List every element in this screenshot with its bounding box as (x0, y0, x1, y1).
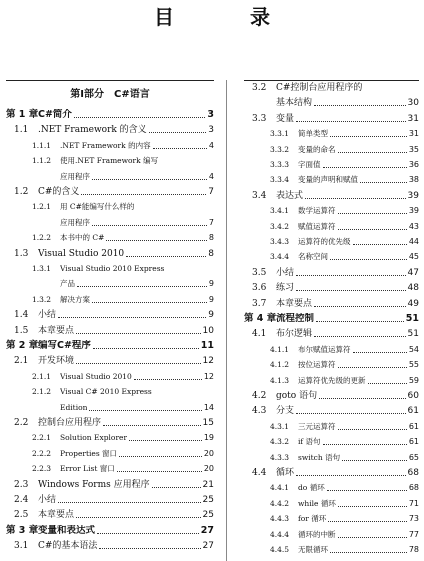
toc-section-entry[interactable] (6, 246, 214, 260)
toc-page-number: 73 (408, 514, 419, 524)
toc-title: Error List 窗口 (60, 464, 115, 474)
toc-subsection-entry[interactable] (244, 234, 419, 248)
toc-number: 2.2 (14, 418, 29, 428)
toc-subsection-entry[interactable] (6, 369, 214, 383)
toc-number: 4.3.1 (270, 421, 290, 431)
toc-title: 运算符优先级的更新 (298, 375, 366, 385)
toc-subsection-entry[interactable] (244, 142, 419, 156)
toc-leader-dots (296, 121, 406, 122)
toc-leader-dots (323, 444, 407, 445)
column-divider (226, 80, 227, 561)
toc-leader-dots (152, 487, 201, 488)
toc-page-number: 10 (202, 325, 214, 336)
toc-subsection-entry[interactable] (244, 542, 419, 556)
toc-section-entry[interactable] (244, 403, 419, 417)
toc-title: goto 语句 (276, 391, 318, 401)
toc-number: 1.4 (14, 310, 29, 321)
toc-page-number: 45 (408, 252, 419, 262)
toc-number: 3.3.1 (270, 129, 290, 139)
toc-page-number: 12 (203, 371, 214, 381)
toc-section-entry[interactable] (244, 465, 419, 479)
toc-leader-dots (92, 225, 207, 226)
toc-leader-dots (76, 333, 201, 334)
toc-title: 按位运算符 (298, 360, 336, 370)
toc-section-entry[interactable] (244, 296, 419, 310)
toc-page-number: 4 (208, 171, 214, 181)
toc-title: Visual Studio 2010 Express (60, 264, 165, 273)
toc-number: 2.1.1 (32, 371, 52, 381)
toc-page-number: 8 (208, 248, 214, 259)
toc-leader-dots (117, 471, 202, 472)
toc-section-entry[interactable] (244, 280, 419, 294)
toc-number: 3.4.4 (270, 252, 290, 262)
toc-leader-dots (323, 167, 407, 168)
toc-section-entry[interactable] (6, 323, 214, 337)
toc-number: 1.2.1 (32, 202, 52, 212)
toc-subsection-entry[interactable] (6, 230, 214, 244)
toc-leader-dots (330, 259, 407, 260)
toc-title: C#的含义 (38, 187, 80, 197)
toc-title: 循环的中断 (298, 529, 336, 539)
toc-title: 编写C#程序 (38, 340, 91, 351)
toc-subsection-entry[interactable] (6, 276, 214, 290)
toc-page-number: 61 (407, 406, 419, 417)
toc-leader-dots (126, 256, 206, 257)
toc-leader-dots (314, 105, 406, 106)
toc-page-number: 61 (408, 437, 419, 447)
toc-section-entry[interactable] (6, 492, 214, 506)
toc-number: 1.5 (14, 325, 29, 336)
toc-number: 4.4.2 (270, 498, 290, 508)
toc-number: 3.3 (252, 113, 267, 124)
toc-leader-dots (338, 367, 407, 368)
toc-chapter-entry[interactable] (6, 107, 214, 121)
toc-title: 基本结构 (276, 98, 313, 109)
toc-page-number: 61 (408, 421, 419, 431)
toc-page-number: 59 (408, 375, 419, 385)
toc-number: 1.1.2 (32, 156, 52, 166)
toc-leader-dots (368, 383, 407, 384)
toc-page-number: 39 (407, 190, 419, 201)
toc-title: 应用程序 (60, 171, 90, 181)
toc-number: 4.4.5 (270, 545, 290, 554)
toc-number: 第 2 章 (6, 340, 39, 351)
toc-number: 1.2 (14, 187, 29, 197)
toc-number: 4.1.3 (270, 375, 290, 385)
toc-title: Visual Studio 2010 (60, 371, 132, 381)
toc-page-number: 51 (405, 313, 419, 324)
toc-chapter-entry[interactable] (244, 311, 419, 325)
toc-leader-dots (119, 456, 202, 457)
toc-title: 变量和表达式 (38, 524, 96, 536)
toc-leader-dots (342, 460, 407, 461)
toc-number: 3.4 (252, 190, 267, 201)
toc-number: 4.3.2 (270, 437, 290, 447)
toc-number: 3.3.2 (270, 144, 290, 154)
toc-page-number: 35 (408, 144, 419, 154)
toc-title: 表达式 (276, 190, 304, 201)
toc-leader-dots (327, 490, 407, 491)
toc-title: Properties 窗口 (60, 448, 118, 458)
toc-leader-dots (89, 410, 201, 411)
toc-leader-dots (74, 117, 205, 118)
toc-number: 1.3.2 (32, 294, 52, 304)
toc-page-number: 77 (408, 529, 419, 539)
toc-title: 本章要点 (38, 325, 75, 336)
toc-page-number: 7 (208, 187, 214, 197)
toc-page-number: 12 (202, 356, 214, 367)
toc-page-number: 27 (200, 524, 214, 536)
toc-leader-dots (338, 229, 407, 230)
toc-title: 解决方案 (60, 294, 90, 304)
toc-section-entry[interactable] (244, 388, 419, 402)
toc-leader-dots (338, 152, 407, 153)
toc-page-number: 44 (408, 237, 419, 246)
toc-page-number: 25 (202, 510, 214, 521)
toc-section-entry[interactable] (6, 307, 214, 321)
toc-leader-dots (296, 275, 406, 276)
toc-title: Visual C# 2010 Express (60, 387, 152, 397)
toc-leader-dots (92, 302, 207, 303)
toc-number: 第 3 章 (6, 524, 39, 536)
toc-title: 流程控制 (276, 313, 315, 324)
part-heading: 第Ⅰ部分 C#语言 (70, 89, 150, 100)
toc-page-number: 20 (203, 464, 214, 474)
toc-subsection-entry[interactable] (6, 461, 214, 475)
toc-page-number: 65 (408, 452, 419, 462)
toc-leader-dots (296, 475, 406, 476)
toc-section-entry[interactable] (6, 184, 214, 198)
toc-number: 3.4.1 (270, 206, 290, 216)
toc-title: 变量 (276, 113, 295, 124)
toc-subsection-entry[interactable] (244, 373, 419, 387)
toc-page-number: 3 (207, 109, 214, 120)
toc-subsection-entry[interactable] (244, 511, 419, 525)
toc-subsection-entry[interactable] (6, 446, 214, 460)
toc-title: 分支 (276, 406, 295, 417)
toc-number: 4.1 (252, 329, 267, 340)
toc-subsection-entry[interactable] (244, 172, 419, 186)
toc-leader-dots (129, 440, 202, 441)
toc-section-entry[interactable] (244, 95, 419, 109)
toc-leader-dots (338, 213, 407, 214)
toc-number: 3.4.3 (270, 237, 290, 246)
toc-leader-dots (153, 148, 207, 149)
toc-section-entry[interactable] (6, 122, 214, 136)
toc-leader-dots (296, 413, 406, 414)
toc-title: 赋值运算符 (298, 221, 336, 231)
toc-page-number: 39 (408, 206, 419, 216)
toc-number: 第 1 章 (6, 109, 39, 120)
toc-title: 变量的命名 (298, 144, 336, 154)
toc-page-number: 20 (203, 448, 214, 458)
toc-section-entry[interactable] (244, 80, 419, 94)
toc-subsection-entry[interactable] (244, 527, 419, 541)
toc-page-number: 60 (407, 391, 419, 401)
toc-number: 2.2.1 (32, 433, 52, 443)
toc-title: 产品 (60, 279, 75, 289)
toc-page-number: 71 (408, 498, 419, 508)
toc-title: 字面值 (298, 160, 321, 169)
toc-section-entry[interactable] (6, 415, 214, 429)
toc-title: 用 C#能编写什么样的 (60, 202, 135, 212)
toc-leader-dots (330, 136, 407, 137)
toc-leader-dots (314, 336, 406, 337)
toc-title: 控制台应用程序 (38, 418, 102, 428)
toc-title: for 循环 (298, 514, 327, 524)
toc-number: 1.2.2 (32, 233, 52, 243)
toc-leader-dots (81, 194, 206, 195)
toc-leader-dots (338, 429, 407, 430)
toc-page-number: 47 (407, 267, 419, 278)
toc-subsection-entry[interactable] (6, 261, 214, 275)
toc-chapter-entry[interactable] (6, 338, 214, 352)
toc-page-number: 68 (407, 468, 419, 478)
toc-leader-dots (296, 290, 406, 291)
toc-number: 3.4.2 (270, 221, 290, 231)
toc-subsection-entry[interactable] (6, 153, 214, 167)
toc-leader-dots (92, 179, 207, 180)
toc-subsection-entry[interactable] (244, 219, 419, 233)
toc-leader-dots (360, 182, 407, 183)
toc-page-number: 7 (208, 217, 214, 227)
toc-page-number: 15 (202, 418, 214, 428)
toc-page-number: 68 (408, 483, 419, 493)
toc-title: Edition (60, 402, 88, 412)
toc-number: 第 4 章 (244, 313, 277, 324)
toc-number: 2.2.2 (32, 448, 52, 458)
toc-number: 4.2 (252, 391, 267, 401)
toc-subsection-entry[interactable] (244, 419, 419, 433)
toc-title: 应用程序 (60, 217, 90, 227)
toc-number: 2.5 (14, 510, 29, 521)
toc-page-number: 38 (408, 175, 419, 185)
toc-title: 本章要点 (276, 298, 313, 309)
toc-page-number: 21 (202, 479, 214, 490)
toc-title: C#简介 (38, 109, 72, 120)
toc-page-number: 11 (200, 340, 214, 351)
toc-subsection-entry[interactable] (6, 138, 214, 152)
toc-title: while 循环 (298, 498, 336, 508)
toc-section-entry[interactable] (6, 507, 214, 521)
toc-title: do 循环 (298, 483, 325, 493)
toc-section-entry[interactable] (244, 111, 419, 125)
toc-leader-dots (149, 132, 207, 133)
toc-title: 小结 (276, 267, 295, 278)
toc-title: 布尔赋值运算符 (298, 344, 351, 354)
toc-title: 变量的声明和赋值 (298, 175, 358, 185)
toc-number: 3.5 (252, 267, 267, 278)
toc-number: 4.4.3 (270, 514, 290, 524)
toc-leader-dots (99, 548, 200, 549)
toc-leader-dots (58, 502, 201, 503)
toc-subsection-entry[interactable] (6, 199, 214, 213)
toc-title: 使用.NET Framework 编写 (60, 156, 159, 166)
toc-title: 小结 (38, 310, 57, 321)
toc-title: 开发环境 (38, 356, 75, 367)
toc-page-number: 30 (407, 98, 419, 109)
toc-title: 运算符的优先级 (298, 237, 351, 246)
toc-subsection-entry[interactable] (244, 342, 419, 356)
toc-title: C#控制台应用程序的 (276, 83, 363, 93)
toc-title: C#的基本语法 (38, 541, 98, 552)
toc-number: 3.6 (252, 283, 267, 294)
toc-subsection-entry[interactable] (244, 496, 419, 510)
toc-title: 练习 (276, 283, 295, 294)
toc-page-number: 54 (408, 344, 419, 354)
toc-page-number: 31 (407, 113, 419, 124)
toc-leader-dots (106, 240, 206, 241)
toc-leader-dots (353, 244, 407, 245)
toc-page-number: 36 (408, 160, 419, 169)
toc-title: 简单类型 (298, 129, 328, 139)
toc-number: 2.3 (14, 479, 29, 490)
toc-number: 3.1 (14, 541, 29, 552)
toc-number: 3.3.3 (270, 160, 290, 169)
page-title: 目 录 (154, 5, 298, 29)
toc-subsection-entry[interactable] (6, 430, 214, 444)
toc-title: 名称空间 (298, 252, 328, 262)
toc-page-number: 43 (408, 221, 419, 231)
toc-number: 3.7 (252, 298, 267, 309)
toc-leader-dots (58, 317, 206, 318)
toc-title: Windows Forms 应用程序 (38, 479, 150, 490)
toc-number: 4.1.1 (270, 344, 290, 354)
toc-subsection-entry[interactable] (244, 450, 419, 464)
toc-page-number: 9 (208, 310, 214, 321)
toc-leader-dots (93, 348, 199, 349)
toc-leader-dots (134, 379, 202, 380)
toc-page-number: 9 (208, 294, 214, 304)
toc-leader-dots (314, 306, 406, 307)
toc-subsection-entry[interactable] (244, 126, 419, 140)
toc-subsection-entry[interactable] (244, 203, 419, 217)
toc-leader-dots (76, 363, 201, 364)
toc-subsection-entry[interactable] (6, 169, 214, 183)
toc-number: 1.3 (14, 248, 29, 259)
toc-page-number: 8 (208, 233, 214, 243)
toc-leader-dots (76, 517, 201, 518)
toc-title: 布尔逻辑 (276, 329, 313, 340)
toc-number: 2.1.2 (32, 387, 52, 397)
toc-number: 4.4.1 (270, 483, 290, 493)
toc-title: Visual Studio 2010 (38, 248, 125, 259)
toc-number: 4.4 (252, 468, 267, 478)
toc-section-entry[interactable] (244, 265, 419, 279)
toc-title: 无限循环 (298, 545, 328, 554)
toc-title: 本书中的 C# (60, 233, 105, 243)
toc-title: .NET Framework 的含义 (38, 125, 147, 136)
toc-page-number: 78 (408, 545, 419, 554)
toc-number: 1.3.1 (32, 264, 52, 273)
toc-number: 2.4 (14, 495, 29, 505)
toc-leader-dots (328, 521, 407, 522)
toc-leader-dots (330, 552, 407, 553)
toc-subsection-entry[interactable] (6, 400, 214, 414)
toc-section-entry[interactable] (244, 188, 419, 202)
toc-title: if 语句 (298, 437, 321, 447)
toc-number: 4.3.3 (270, 452, 290, 462)
toc-subsection-entry[interactable] (244, 357, 419, 371)
toc-page-number: 3 (208, 125, 214, 136)
toc-page-number: 4 (208, 140, 214, 150)
toc-page-number: 14 (203, 402, 214, 412)
toc-number: 3.3.4 (270, 175, 290, 185)
toc-subsection-entry[interactable] (244, 480, 419, 494)
toc-page-number: 51 (407, 329, 419, 340)
toc-leader-dots (319, 398, 405, 399)
toc-section-entry[interactable] (6, 353, 214, 367)
toc-page-number: 19 (203, 433, 214, 443)
toc-number: 4.4.4 (270, 529, 290, 539)
toc-page-number: 55 (408, 360, 419, 370)
toc-title: 小结 (38, 495, 57, 505)
toc-leader-dots (77, 286, 207, 287)
toc-number: 1.1 (14, 125, 29, 136)
toc-number: 3.2 (252, 83, 267, 93)
toc-leader-dots (97, 533, 199, 534)
toc-title: 数学运算符 (298, 206, 336, 216)
toc-number: 2.1 (14, 356, 29, 367)
toc-leader-dots (305, 198, 406, 199)
toc-title: switch 语句 (298, 452, 341, 462)
toc-subsection-entry[interactable] (6, 215, 214, 229)
toc-number: 4.3 (252, 406, 267, 417)
toc-subsection-entry[interactable] (6, 292, 214, 306)
toc-title: Solution Explorer (60, 433, 128, 443)
toc-title: 三元运算符 (298, 421, 336, 431)
toc-leader-dots (338, 506, 407, 507)
toc-page-number: 31 (408, 129, 419, 139)
toc-title: 循环 (276, 468, 295, 478)
toc-leader-dots (316, 321, 404, 322)
toc-title: .NET Framework 的内容 (60, 140, 151, 150)
toc-subsection-entry[interactable] (244, 249, 419, 263)
toc-subsection-entry[interactable] (244, 434, 419, 448)
toc-section-entry[interactable] (244, 326, 419, 340)
toc-section-entry[interactable] (6, 538, 214, 552)
toc-title: 本章要点 (38, 510, 75, 521)
toc-section-entry[interactable] (6, 477, 214, 491)
toc-page-number: 27 (202, 541, 214, 552)
toc-leader-dots (338, 537, 407, 538)
toc-page-number: 49 (407, 298, 419, 309)
toc-number: 1.1.1 (32, 140, 52, 150)
toc-leader-dots (353, 352, 407, 353)
toc-number: 4.1.2 (270, 360, 290, 370)
toc-page-number: 25 (202, 495, 214, 505)
toc-chapter-entry[interactable] (6, 523, 214, 537)
toc-subsection-entry[interactable] (244, 157, 419, 171)
toc-page-number: 48 (407, 283, 419, 294)
toc-leader-dots (103, 425, 201, 426)
toc-number: 2.2.3 (32, 464, 52, 474)
toc-page-number: 9 (208, 279, 214, 289)
toc-subsection-entry[interactable] (6, 384, 214, 398)
